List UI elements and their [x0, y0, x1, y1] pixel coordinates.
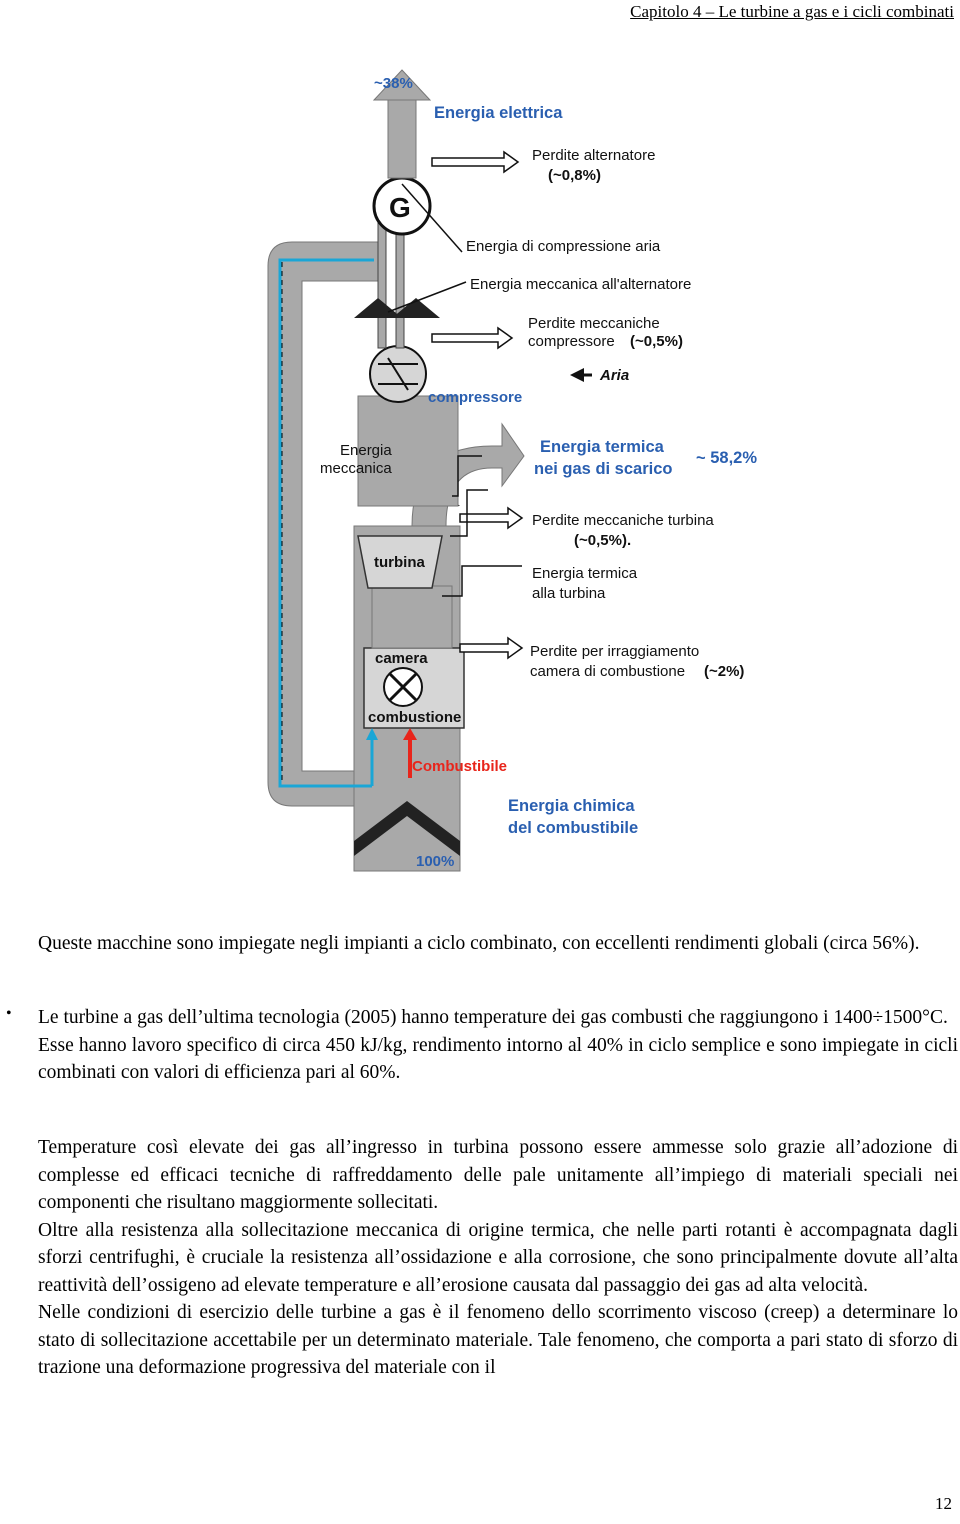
page-header: Capitolo 4 – Le turbine a gas e i cicli combinati [630, 2, 954, 21]
bullet-marker: • [6, 1005, 12, 1022]
energia-elettrica-label: Energia elettrica [434, 104, 563, 122]
combustibile-label: Combustibile [412, 758, 508, 775]
perdite-meccaniche-compressore-pct: (~0,5%) [630, 333, 683, 350]
perdite-turbina-pct: (~0,5%). [574, 532, 632, 549]
energia-meccanica-alternatore-label: Energia meccanica all'alternatore [470, 276, 692, 293]
top-percent: ~38% [374, 75, 413, 92]
page-number: 12 [935, 1494, 952, 1513]
energia-termica-turbina-label-2: alla turbina [532, 585, 606, 602]
energia-compressione-label: Energia di compressione aria [466, 238, 661, 255]
perdite-meccaniche-compressore-label-2: compressore [528, 333, 615, 350]
energia-chimica-label-2: del combustibile [508, 819, 639, 837]
perdite-meccaniche-compressore-label-1: Perdite meccaniche [528, 315, 660, 332]
perdite-irraggiamento-label-2: camera di combustione [530, 663, 686, 680]
perdite-irraggiamento-pct: (~2%) [704, 663, 745, 680]
aria-label: Aria [600, 367, 630, 384]
generator-label: G [389, 192, 411, 223]
combustione-label: combustione [368, 709, 462, 726]
energia-termica-label-2: nei gas di scarico [534, 460, 673, 478]
energia-termica-label-1: Energia termica [540, 438, 664, 456]
perdite-irraggiamento-label-1: Perdite per irraggiamento [530, 643, 700, 660]
energia-chimica-label-1: Energia chimica [508, 797, 635, 815]
camera-label: camera [375, 650, 428, 667]
body-paragraph-2: Le turbine a gas dell’ultima tecnologia (2005) hanno temperature dei gas combusti che raggiungono i 1400÷1500°C. Esse hanno lavoro specifico di circa 450 kJ/kg, rendimento intorno al 40% in ciclo semplice e sono impiegate in cicli combinati con valori di efficienza pari al 60%. [38, 1004, 958, 1087]
turbina-label: turbina [374, 554, 425, 571]
bottom-percent: 100% [416, 853, 455, 870]
energia-meccanica-label-2: meccanica [320, 460, 392, 477]
energia-meccanica-label-1: Energia [340, 442, 392, 459]
body-paragraph-4: Temperature così elevate dei gas all’ingresso in turbina possono essere ammesse solo grazie all’adozione di complesse ed efficaci tecniche di raffreddamento delle pale unitamente all’impiego di materiali speciali nei componenti che risultano maggiormente sollecitati. Oltre alla resistenza alla sollecitazione meccanica di origine termica, che nelle parti rotanti è accompagnata dagli sforzi centrifughi, è cruciale la resistenza all’ossidazione e alla corrosione, che sono principalmente dovute all’alta reattività dell’ossigeno ad elevate temperature e all’erosione causata dal passaggio dei gas ad alta velocità. Nelle condizioni di esercizio delle turbine a gas è il fenomeno dello scorrimento viscoso (creep) a determinare lo stato di sollecitazione accettabile per un determinato materiale. Tale fenomeno, che comporta a pari stato di sforzo di trazione una deformazione progressiva del materiale con il [38, 1134, 958, 1382]
body-paragraph-1: Queste macchine sono impiegate negli impianti a ciclo combinato, con eccellenti rendimenti globali (circa 56%). [38, 933, 920, 954]
body-paragraph-5: Oltre alla resistenza alla sollecitazione meccanica di origine termica, che nelle parti rotanti è accompagnata dagli sforzi centrifughi, è cruciale la resistenza all’ossidazione e alla corrosione, che sono principalmente dovute all’alta reattività dell’ossigeno ad elevate temperature e all’erosione causata dal passaggio dei gas ad alta velocità. [38, 1219, 958, 1296]
perdite-turbina-label: Perdite meccaniche turbina [532, 512, 714, 529]
energia-termica-turbina-label-1: Energia termica [532, 565, 638, 582]
perdite-alternatore-label: Perdite alternatore [532, 147, 656, 164]
energy-flow-diagram [262, 66, 762, 878]
body-paragraph-3: Esse hanno lavoro specifico di circa 450 kJ/kg, rendimento intorno al 40% in ciclo semplice e sono impiegate in cicli combinati con valori di efficienza pari al 60%. [38, 1034, 958, 1083]
perdite-alternatore-pct: (~0,8%) [548, 167, 601, 184]
body-paragraph-6: Nelle condizioni di esercizio delle turbine a gas è il fenomeno dello scorrimento viscoso (creep) a determinare lo stato di sollecitazione accettabile per un determinato materiale. Tale fenomeno, che comporta a pari stato di sforzo di trazione una deformazione progressiva del materiale con il [38, 1302, 958, 1378]
energia-termica-pct: ~ 58,2% [696, 449, 758, 467]
compressore-label: compressore [428, 389, 523, 406]
